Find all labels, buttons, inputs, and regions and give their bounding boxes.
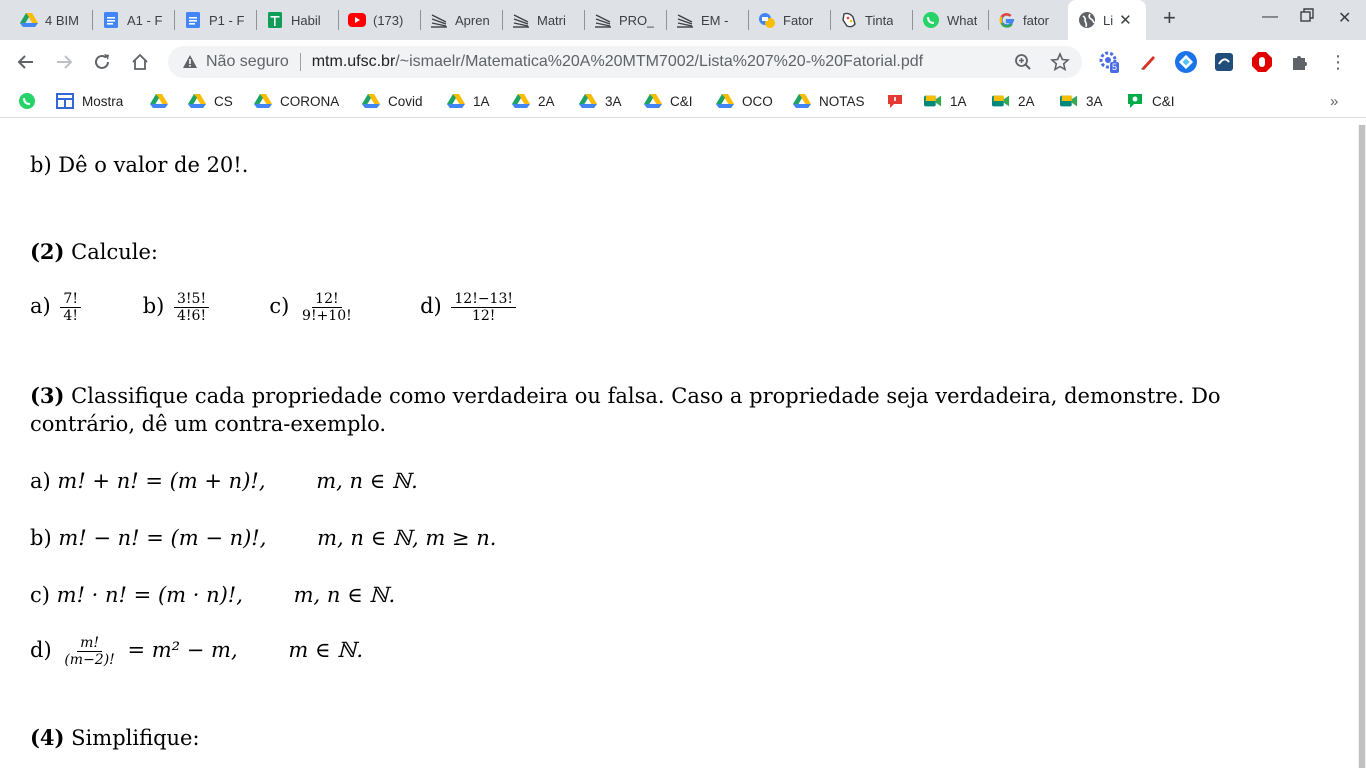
q3-number: (3) — [30, 383, 65, 408]
paint-app-icon — [840, 11, 858, 29]
bookmark-label: Covid — [388, 93, 423, 109]
q3-item-b — [30, 526, 496, 550]
q3-item-c — [30, 583, 395, 607]
globe-icon — [1078, 11, 1096, 29]
google-drive-icon — [20, 11, 38, 29]
tab-strip — [0, 0, 1366, 40]
toolbar — [0, 40, 1366, 84]
google-drive-icon — [793, 93, 811, 109]
q2-items — [30, 291, 519, 324]
q2-number: (2) — [30, 239, 65, 264]
bookmark-3a-drive[interactable] — [579, 91, 622, 111]
q3-expression: m! + n! = (m + n)!, — [57, 469, 266, 493]
tab-title: Habil — [291, 12, 321, 28]
tab-separator — [92, 10, 93, 30]
classroom-stack-icon — [594, 11, 612, 29]
address-bar[interactable] — [168, 46, 1082, 78]
bookmark-label: 3A — [1086, 93, 1103, 109]
tab-separator — [584, 10, 585, 30]
extension-badge: 5 — [1112, 62, 1118, 72]
bookmark-ci-drive[interactable] — [644, 91, 693, 111]
tab-separator — [502, 10, 503, 30]
q3-statement — [30, 382, 1300, 438]
scrollbar-thumb[interactable] — [1359, 125, 1365, 768]
google-sheets-icon — [266, 11, 284, 29]
tab-habil[interactable] — [258, 6, 336, 34]
google-icon — [998, 11, 1016, 29]
adblock-extension-icon[interactable] — [1250, 50, 1274, 74]
tab-apren[interactable] — [422, 6, 500, 34]
restore-icon[interactable] — [1300, 8, 1314, 27]
q2-title: Calcule: — [71, 240, 158, 264]
tab-title: A1 - F — [127, 12, 163, 28]
bookmark-2a-meet[interactable] — [992, 91, 1035, 111]
tab-matri[interactable] — [504, 6, 582, 34]
close-tab-icon[interactable]: ✕ — [1119, 12, 1132, 29]
bookmark-feedback[interactable] — [886, 91, 912, 111]
tab-youtube[interactable] — [340, 6, 418, 34]
q2-item-c — [269, 291, 413, 324]
bookmark-cs[interactable] — [188, 91, 233, 111]
q4-heading — [30, 725, 200, 750]
tab-em[interactable] — [668, 6, 746, 34]
q2-fraction — [299, 291, 355, 324]
q2-heading — [30, 239, 158, 264]
classroom-stack-icon — [512, 11, 530, 29]
tab-separator — [338, 10, 339, 30]
fraction-numerator: 12!−13! — [451, 291, 516, 308]
tab-title: (173) — [373, 12, 404, 28]
tab-separator — [830, 10, 831, 30]
youtube-icon — [348, 11, 366, 29]
tab-title: Matri — [537, 12, 566, 28]
q2-fraction — [451, 291, 516, 324]
home-button[interactable] — [126, 48, 154, 76]
q3-item-label: a) — [30, 469, 51, 493]
tab-title: 4 BIM — [45, 12, 79, 28]
bookmark-drive[interactable] — [150, 91, 176, 111]
reload-button[interactable] — [88, 48, 116, 76]
google-drive-icon — [447, 93, 465, 109]
whatsapp-icon — [18, 93, 36, 109]
tab-separator — [748, 10, 749, 30]
tab-separator — [256, 10, 257, 30]
google-drive-icon — [362, 93, 380, 109]
bookmark-mostra[interactable] — [56, 91, 123, 111]
tab-separator — [666, 10, 667, 30]
fraction-numerator: m! — [77, 635, 102, 652]
bookmark-1a-meet[interactable] — [924, 91, 967, 111]
q2-item-label: b) — [142, 294, 165, 318]
google-meet-icon — [924, 93, 942, 109]
q2-fraction — [60, 291, 81, 324]
q3-condition: m, n ∈ ℕ. — [293, 583, 396, 607]
fraction-numerator: 12! — [312, 291, 341, 308]
bookmark-2a-drive[interactable] — [512, 91, 555, 111]
tab-separator — [420, 10, 421, 30]
bookmark-ci-chat[interactable] — [1126, 91, 1175, 111]
bookmark-label: Mostra — [82, 93, 124, 109]
google-meet-icon — [992, 93, 1010, 109]
tab-title: PRO_ — [619, 12, 655, 28]
q3-expression: m! · n! = (m · n)!, — [56, 583, 243, 607]
dashboard-icon — [56, 93, 74, 109]
q3-condition: m, n ∈ ℕ. — [316, 469, 418, 493]
new-tab-button[interactable]: + — [1163, 5, 1176, 30]
bookmark-label: C&I — [670, 93, 693, 109]
fraction-denominator: 4! — [63, 308, 78, 324]
tab-a1[interactable] — [94, 6, 172, 34]
q3-item-d — [30, 635, 363, 668]
tab-separator — [174, 10, 175, 30]
close-window-icon[interactable]: ✕ — [1338, 10, 1352, 27]
calculator-app-icon — [758, 11, 776, 29]
security-label[interactable]: Não seguro — [206, 53, 289, 70]
classroom-stack-icon — [676, 11, 694, 29]
pdf-viewer[interactable] — [0, 125, 1358, 768]
google-drive-icon — [254, 93, 272, 109]
tab-title: EM - — [701, 12, 729, 28]
q2-item-b — [143, 291, 263, 324]
google-chat-icon — [1126, 93, 1144, 109]
q3-item-label: b) — [30, 526, 52, 550]
pen-extension-icon[interactable] — [1136, 50, 1160, 74]
url-host[interactable]: mtm.ufsc.br — [311, 53, 396, 70]
url-path[interactable]: /~ismaelr/Matematica%20A%20MTM7002/Lista%207%20-%20Fatorial.pdf — [395, 53, 924, 70]
tab-whatsapp[interactable] — [914, 6, 986, 34]
bookmark-corona[interactable] — [254, 91, 339, 111]
q2-item-a — [30, 291, 136, 324]
q3-fraction — [61, 635, 117, 668]
feedback-icon — [886, 93, 904, 109]
bookmarks-bar — [0, 84, 1366, 118]
bookmark-label: C&I — [1152, 93, 1175, 109]
tab-pro[interactable] — [586, 6, 664, 34]
q4-number: (4) — [30, 725, 65, 750]
q2-item-label: c) — [269, 294, 290, 318]
bookmark-label: CS — [214, 93, 233, 109]
bookmarks-overflow-button[interactable]: » — [1330, 92, 1339, 110]
puzzle-extensions-icon[interactable] — [1288, 50, 1312, 74]
google-drive-icon — [150, 93, 168, 109]
google-docs-icon — [184, 11, 202, 29]
fraction-denominator: (m−2)! — [64, 652, 115, 668]
back-button[interactable] — [12, 48, 40, 76]
tab-google-fator[interactable] — [990, 6, 1066, 34]
bookmark-label: NOTAS — [819, 93, 865, 109]
q1-item-b: b) Dê o valor de 20!. — [30, 153, 249, 177]
tab-title: Fator — [783, 12, 814, 28]
google-drive-icon — [512, 93, 530, 109]
tab-title: P1 - F — [209, 12, 245, 28]
google-drive-icon — [579, 93, 597, 109]
bookmark-3a-meet[interactable] — [1060, 91, 1103, 111]
q3-expression: m! − n! = (m − n)!, — [58, 526, 267, 550]
tab-separator — [988, 10, 989, 30]
bookmark-whatsapp[interactable] — [18, 91, 44, 111]
q4-title: Simplifique: — [71, 726, 200, 750]
screen-capture-extension-icon[interactable] — [1212, 50, 1236, 74]
google-meet-icon — [1060, 93, 1078, 109]
bookmark-label: CORONA — [280, 93, 340, 109]
fraction-denominator: 9!+10! — [302, 308, 352, 324]
bookmark-covid[interactable] — [362, 91, 423, 111]
q3-item-a — [30, 469, 418, 493]
google-docs-icon — [102, 11, 120, 29]
google-drive-icon — [716, 93, 734, 109]
whatsapp-icon — [922, 11, 940, 29]
bookmark-notas[interactable] — [793, 91, 865, 111]
tab-title: Tinta — [865, 12, 894, 28]
bookmark-label: 2A — [1018, 93, 1035, 109]
q3-condition: m ∈ ℕ. — [288, 638, 363, 662]
tab-title: Li — [1103, 12, 1114, 28]
bookmark-label: 2A — [538, 93, 555, 109]
tab-title: fator — [1023, 12, 1050, 28]
google-drive-icon — [188, 93, 206, 109]
tab-fator[interactable] — [750, 6, 828, 34]
fraction-numerator: 3!5! — [174, 291, 209, 308]
classroom-stack-icon — [430, 11, 448, 29]
warning-icon[interactable] — [182, 54, 198, 70]
bookmark-label: 1A — [950, 93, 967, 109]
q2-item-label: d) — [420, 294, 442, 318]
tab-p1[interactable] — [176, 6, 254, 34]
bookmark-label: 1A — [473, 93, 490, 109]
bookmark-label: 3A — [605, 93, 622, 109]
fraction-denominator: 4!6! — [177, 308, 207, 324]
q2-item-d — [420, 291, 519, 324]
q2-fraction — [174, 291, 209, 324]
bookmark-1a-drive[interactable] — [447, 91, 490, 111]
q3-item-label: c) — [30, 583, 50, 607]
tab-active-pdf[interactable] — [1068, 0, 1146, 40]
tab-title: What — [947, 12, 978, 28]
q2-item-label: a) — [30, 294, 51, 318]
bookmark-label: OCO — [742, 93, 773, 109]
zoom-icon[interactable] — [1014, 53, 1032, 76]
forward-button[interactable] — [50, 48, 78, 76]
divider — [300, 53, 301, 71]
menu-kebab-icon[interactable]: ⋮ — [1329, 51, 1347, 72]
tab-separator — [912, 10, 913, 30]
q3-expression: = m² − m, — [127, 638, 238, 662]
tab-tinta[interactable] — [832, 6, 910, 34]
diamond-extension-icon[interactable] — [1174, 50, 1198, 74]
bookmark-oco[interactable] — [716, 91, 773, 111]
tab-title: Apren — [455, 12, 490, 28]
q3-item-label: d) — [30, 638, 52, 662]
bookmark-star-icon[interactable] — [1050, 52, 1070, 77]
minimize-icon[interactable]: — — [1262, 8, 1278, 25]
fraction-numerator: 7! — [60, 291, 81, 308]
q3-condition: m, n ∈ ℕ, m ≥ n. — [317, 526, 497, 550]
q3-text: Classifique cada propriedade como verdadeira ou falsa. Caso a propriedade seja verdadeira, demonstre. Do contrário, dê um contra-exemplo. — [30, 384, 1221, 436]
tab-4-bim[interactable] — [12, 6, 90, 34]
google-drive-icon — [644, 93, 662, 109]
extension-gear-icon[interactable] — [1098, 50, 1122, 74]
fraction-denominator: 12! — [471, 308, 496, 324]
